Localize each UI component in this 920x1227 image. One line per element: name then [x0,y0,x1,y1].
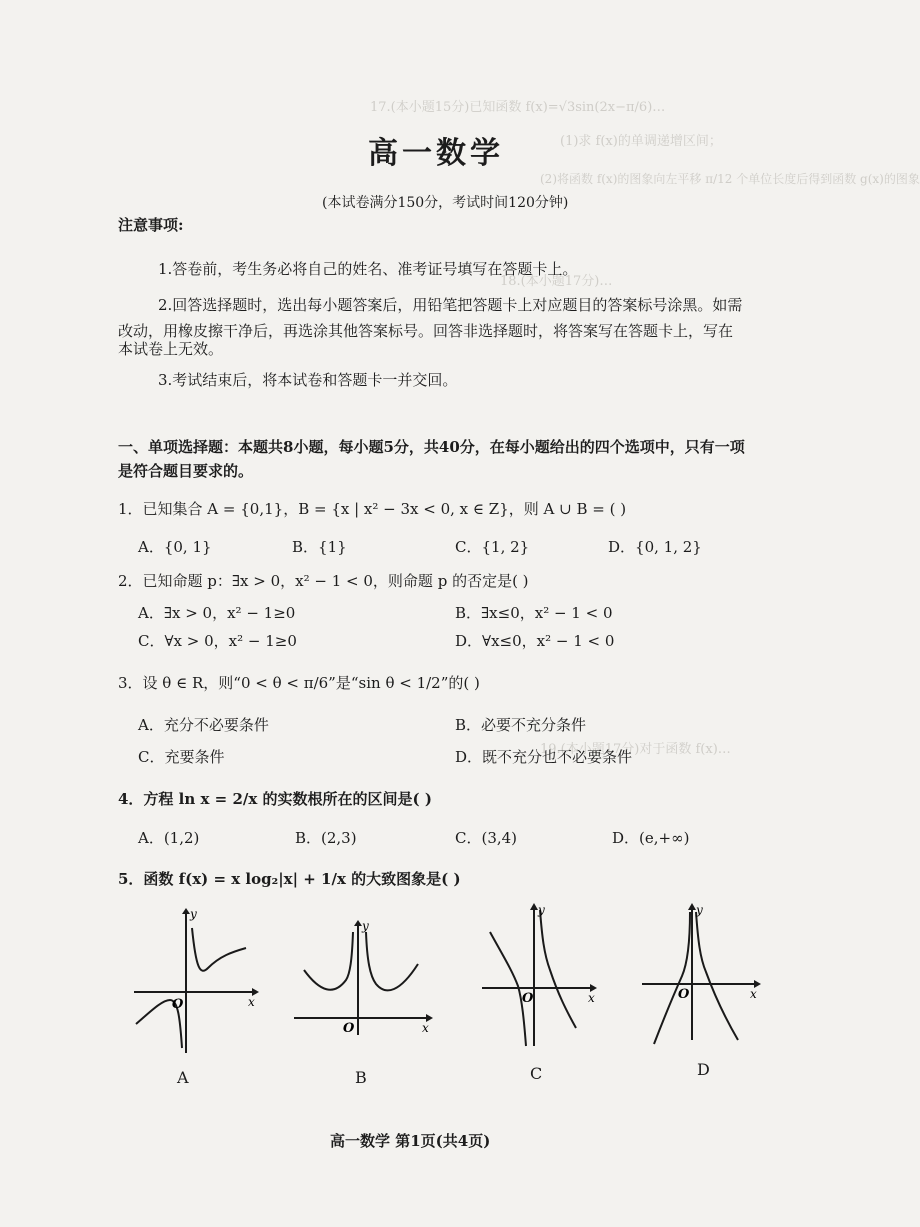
graph-c-y-label: y [538,903,545,917]
graph-b-y-label: y [362,919,369,933]
notice-item-2-cont: 改动，用橡皮擦干净后，再选涂其他答案标号。回答非选择题时，将答案写在答题卡上，写在 [118,322,734,340]
graph-b-label: B [355,1068,367,1087]
notice-heading: 注意事项: [118,216,184,234]
graph-b-curve-left [304,932,353,990]
graph-a-y-arrow-icon [182,908,190,914]
bleed-through-2: (1)求 f(x)的单调递增区间； [560,134,722,149]
question-1-stem: 1．已知集合 A = {0,1}，B = {x | x² − 3x < 0, x ∈ Z}，则 A ∪ B = ( ) [118,500,627,518]
question-2-stem: 2．已知命题 p：∃x > 0，x² − 1 < 0，则命题 p 的否定是( ) [118,572,529,590]
page-subtitle: (本试卷满分150分，考试时间120分钟) [322,195,569,211]
q3-option-b: B．必要不充分条件 [455,716,587,734]
graph-b-y-arrow-icon [354,920,362,926]
graph-a-x-label: x [248,995,255,1009]
q1-option-d: D．{0, 1, 2} [608,538,702,556]
notice-item-2-end: 本试卷上无效。 [118,340,224,358]
question-4-stem: 4．方程 ln x = 2/x 的实数根所在的区间是( ) [118,790,432,808]
graph-c-y-arrow-icon [530,903,538,910]
graph-d-label: D [697,1060,710,1079]
q2-option-a: A．∃x > 0，x² − 1≥0 [138,604,296,622]
q4-option-b: B．(2,3) [295,829,357,847]
graph-d-curve-left [654,912,690,1044]
notice-item-3: 3.考试结束后，将本试卷和答题卡一并交回。 [158,371,458,389]
q2-option-b: B．∃x≤0，x² − 1 < 0 [455,604,613,622]
graph-d-curve-right [696,912,738,1040]
graph-b-curve-right [366,932,418,990]
graph-c-origin: O [522,991,534,1006]
notice-item-1: 1.答卷前，考生务必将自己的姓名、准考证号填写在答题卡上。 [158,260,578,278]
q3-option-d: D．既不充分也不必要条件 [455,748,633,766]
notice-item-2: 2.回答选择题时，选出每小题答案后，用铅笔把答题卡上对应题目的答案标号涂黑。如需 [158,296,743,314]
question-3-stem: 3．设 θ ∈ R，则“0 < θ < π/6”是“sin θ < 1/2”的( ) [118,674,480,692]
graph-d-y-label: y [696,903,703,917]
graph-b-x-label: x [422,1021,429,1035]
graph-d-origin: O [678,987,690,1002]
q2-option-c: C．∀x > 0，x² − 1≥0 [138,632,297,650]
page-footer: 高一数学 第1页(共4页) [330,1132,491,1150]
graph-a-y-label: y [190,907,197,921]
graph-a [128,908,260,1058]
graph-d-y-arrow-icon [688,903,696,910]
bleed-through-5: 19.(本小题17分)对于函数 f(x)… [540,742,731,757]
q2-option-d: D．∀x≤0，x² − 1 < 0 [455,632,615,650]
q1-option-c: C．{1, 2} [455,538,530,556]
page-title: 高一数学 [368,136,504,171]
graph-b [290,920,436,1040]
graph-a-curve-right [192,928,246,971]
graph-c-x-label: x [588,991,595,1005]
section-heading: 一、单项选择题：本题共8小题，每小题5分，共40分，在每小题给出的四个选项中，只有一项 [118,438,745,456]
q1-option-a: A．{0, 1} [138,538,212,556]
q4-option-a: A．(1,2) [138,829,200,847]
section-heading-cont: 是符合题目要求的。 [118,462,254,480]
bleed-through-4: 18.(本小题17分)… [500,274,613,289]
graph-c [478,900,602,1050]
bleed-through-3: (2)将函数 f(x)的图象向左平移 π/12 个单位长度后得到函数 g(x)的图象 [540,172,920,186]
graph-a-origin: O [172,997,184,1012]
q1-option-b: B．{1} [292,538,347,556]
graph-d-x-label: x [750,987,757,1001]
q4-option-c: C．(3,4) [455,829,518,847]
graph-b-origin: O [343,1021,355,1036]
q3-option-a: A．充分不必要条件 [138,716,269,734]
graph-c-label: C [530,1064,543,1083]
bleed-through-1: 17.(本小题15分)已知函数 f(x)=√3sin(2x−π/6)… [370,100,666,115]
q3-option-c: C．充要条件 [138,748,225,766]
graph-a-label: A [177,1068,189,1087]
graph-d [638,900,768,1050]
graph-c-curve-right [540,910,576,1028]
q4-option-d: D．(e,+∞) [612,829,690,847]
question-5-stem: 5．函数 f(x) = x log₂|x| + 1/x 的大致图象是( ) [118,870,461,888]
